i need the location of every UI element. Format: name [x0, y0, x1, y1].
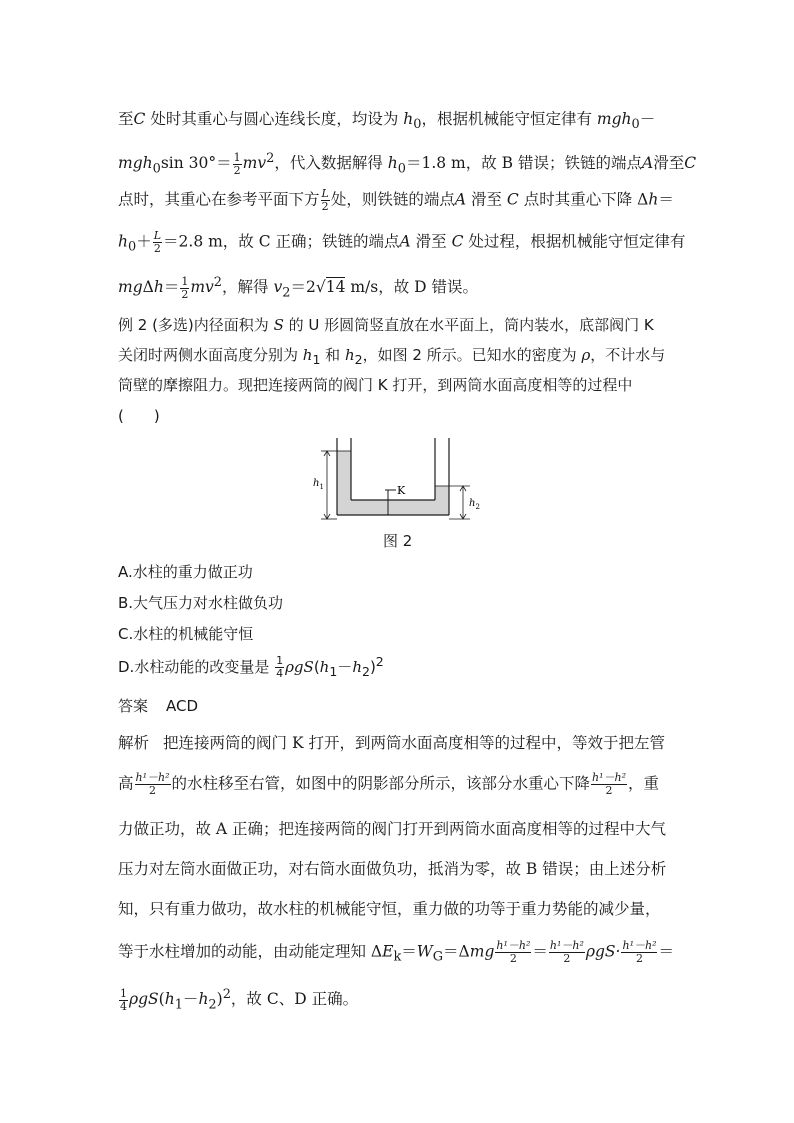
fraction: [495, 940, 531, 965]
option-b: B.大气压力对水柱做负功: [118, 594, 284, 612]
text: 压力对左筒水面做正功，对右筒水面做负功，抵消为零，故 B 错误；由上述分析: [118, 860, 667, 878]
text-line: [118, 939, 674, 965]
valve-k-label: K: [397, 484, 406, 497]
fraction: [153, 230, 162, 255]
frac-num: 1: [276, 654, 284, 667]
text: 力做正功，故 A 正确；把连接两筒的阀门打开到两筒水面高度相等的过程中大气: [118, 820, 667, 838]
frac-den: 4: [120, 999, 127, 1013]
var: mg: [469, 942, 495, 961]
frac-num: L: [153, 229, 162, 242]
fraction: [591, 772, 627, 797]
text: ＝2: [290, 278, 316, 297]
text-line: [118, 187, 674, 213]
sup: 2: [375, 654, 384, 669]
var: ρgS: [129, 990, 159, 1009]
text: ，重: [628, 774, 660, 793]
frac-den: 2: [509, 952, 517, 965]
answer-label: 答案: [118, 697, 149, 715]
text: ＝1.8 m，故 B 错误；铁链的端点: [405, 154, 642, 173]
fraction: [275, 655, 284, 680]
text-line: [118, 108, 656, 133]
text: ，故 C、D 正确。: [230, 990, 359, 1009]
text: (: [158, 990, 165, 1009]
text: 例 2 (多选)内径面积为: [118, 316, 274, 334]
text-line: [118, 984, 359, 1013]
text: －: [639, 110, 656, 128]
text-line: [118, 732, 665, 754]
var: C: [451, 232, 464, 251]
var: ρ: [581, 346, 591, 364]
frac-den: 2: [635, 952, 643, 965]
text: 至: [118, 110, 134, 128]
var: C: [506, 190, 519, 209]
sub: 2: [282, 285, 291, 301]
text: ＝Δ: [443, 942, 470, 961]
var: h: [164, 990, 175, 1009]
var: v: [273, 278, 283, 297]
text-line: [118, 344, 665, 366]
text: ＝: [658, 942, 674, 961]
var: h: [319, 658, 330, 676]
u-tube-figure: [300, 438, 500, 528]
var: h: [403, 110, 414, 128]
var: A: [641, 154, 654, 173]
text: ，如图 2 所示。已知水的密度为: [362, 346, 582, 364]
var: E: [382, 942, 394, 961]
text: ＋: [136, 232, 152, 251]
sub: 0: [127, 239, 137, 255]
frac-num: 1: [233, 150, 241, 164]
sqrt-radicand: 14: [325, 278, 346, 297]
text: ＝: [163, 278, 180, 297]
text: －: [337, 658, 353, 676]
option-a: A.水柱的重力做正功: [118, 563, 253, 581]
text: ，代入数据解得: [274, 154, 388, 173]
fraction: [321, 188, 330, 213]
text: －: [182, 990, 199, 1009]
sub: 0: [631, 117, 640, 133]
sup: 2: [222, 987, 231, 1002]
analysis-label: 解析: [118, 734, 150, 752]
sub: G: [432, 949, 444, 965]
text: ): [216, 990, 223, 1009]
frac-den: 2: [233, 163, 241, 177]
fraction: [119, 988, 128, 1013]
text: 滑至: [466, 190, 507, 209]
text: 的水柱移至右管，如图中的阴影部分所示，该部分水重心下降: [171, 774, 591, 793]
sub: 2: [208, 997, 217, 1013]
text: 等于水柱增加的动能，由动能定理知 Δ: [118, 942, 383, 961]
frac-den: 2: [149, 784, 157, 797]
var: mg: [118, 278, 143, 297]
var: ρ: [285, 658, 294, 676]
sub: 1: [329, 664, 338, 679]
frac-num: 1: [181, 274, 189, 288]
text-line: [118, 148, 697, 177]
fraction: [233, 152, 242, 177]
frac-den: 2: [153, 242, 161, 255]
text-line: [118, 858, 666, 880]
text: 知，只有重力做功，故水柱的机械能守恒，重力做的功等于重力势能的减少量，: [118, 900, 661, 918]
var: mv: [190, 278, 214, 297]
frac-num: h¹－h²: [622, 939, 657, 952]
var: C: [684, 154, 697, 173]
text-line: [118, 314, 654, 336]
frac-num: h¹－h²: [549, 939, 584, 952]
frac-den: 2: [181, 287, 189, 301]
sub: 2: [354, 352, 363, 367]
text-line: [118, 272, 479, 301]
text: m/s，故 D 错误。: [345, 278, 479, 297]
water-fill: [337, 451, 449, 515]
text: D.水柱动能的改变量是: [118, 658, 275, 676]
var: mgh: [596, 110, 632, 128]
text: sin 30°＝: [160, 154, 232, 173]
frac-den: 2: [605, 784, 613, 797]
fraction: [549, 940, 585, 965]
sub: 0: [152, 161, 161, 177]
text: 和: [320, 346, 345, 364]
text: 把连接两筒的阀门 K 打开，到两筒水面高度相等的过程中，等效于把左管: [163, 734, 665, 752]
var: A: [454, 190, 467, 209]
text: 筒壁的摩擦阻力。现把连接两筒的阀门 K 打开，到两筒水面高度相等的过程中: [118, 376, 633, 394]
text: 关闭时两侧水面高度分别为: [118, 346, 303, 364]
text: 滑至: [410, 232, 452, 251]
sub: 1: [312, 352, 321, 367]
frac-den: 2: [563, 952, 571, 965]
text-line: [118, 898, 661, 920]
text: 点时，其重心在参考平面下方: [118, 190, 320, 209]
h2-label: $h_2$: [469, 498, 480, 511]
text: ＝: [401, 942, 417, 961]
text: 处时其重心与圆心连线长度，均设为: [145, 110, 404, 128]
h2-dimension: [449, 486, 470, 519]
sub: 2: [361, 664, 370, 679]
var: mgh: [118, 154, 153, 173]
sub: 0: [413, 117, 422, 133]
var: ρgS·: [585, 942, 621, 961]
text: ，不计水与: [590, 346, 666, 364]
answer-value: ACD: [166, 697, 199, 715]
var: S: [273, 316, 284, 334]
text: ＝: [658, 190, 674, 209]
text: 点时其重心下降 Δ: [518, 190, 649, 209]
var: h: [153, 278, 164, 297]
option-d: [118, 654, 384, 680]
figure-caption: 图 2: [383, 532, 413, 550]
text: ，解得: [222, 278, 274, 297]
frac-num: h¹－h²: [496, 939, 531, 952]
var: mv: [242, 154, 267, 173]
text: 的 U 形圆筒竖直放在水平面上，筒内装水，底部阀门 K: [283, 316, 654, 334]
text: ，根据机械能守恒定律有: [421, 110, 597, 128]
answer-line: [118, 695, 198, 716]
var: h: [302, 346, 313, 364]
var: h: [648, 190, 659, 209]
var: h: [352, 658, 362, 676]
var: gS: [293, 658, 314, 676]
var: h: [198, 990, 209, 1009]
sqrt-sign: √: [315, 278, 326, 297]
text: Δ: [142, 278, 154, 297]
var: A: [399, 232, 411, 251]
var: C: [133, 110, 146, 128]
sub: 1: [174, 997, 183, 1013]
frac-num: h¹－h²: [592, 771, 627, 784]
answer-blank: ( ): [118, 407, 160, 425]
text: 处过程，根据机械能守恒定律有: [463, 232, 686, 251]
text-line: [118, 229, 686, 255]
text: (: [313, 658, 320, 676]
text-line: [118, 374, 632, 396]
frac-num: 1: [120, 986, 127, 1000]
var: h: [118, 232, 128, 251]
text: 处，则铁链的端点: [330, 190, 455, 209]
option-c: C.水柱的机械能守恒: [118, 625, 254, 643]
var: h: [387, 154, 398, 173]
fraction: [180, 276, 189, 301]
h1-label: $h_1$: [313, 478, 324, 491]
sup: 2: [213, 275, 223, 290]
sub: 0: [397, 161, 406, 177]
text: ＝2.8 m，故 C 正确；铁链的端点: [163, 232, 400, 251]
frac-den: 2: [321, 200, 329, 213]
frac-den: 4: [276, 667, 284, 680]
var: W: [416, 942, 433, 961]
frac-num: h¹－h²: [135, 771, 170, 784]
var: h: [344, 346, 355, 364]
text: ): [369, 658, 376, 676]
sub: k: [393, 949, 402, 965]
sup: 2: [266, 151, 275, 166]
text-line: [118, 405, 160, 427]
text: 高: [118, 774, 134, 793]
text: 滑至: [653, 154, 685, 173]
text-line: [118, 771, 660, 797]
fraction: [621, 940, 657, 965]
text: ＝: [532, 942, 548, 961]
text-line: [118, 818, 666, 840]
frac-num: L: [321, 187, 329, 200]
fraction: [135, 772, 171, 797]
